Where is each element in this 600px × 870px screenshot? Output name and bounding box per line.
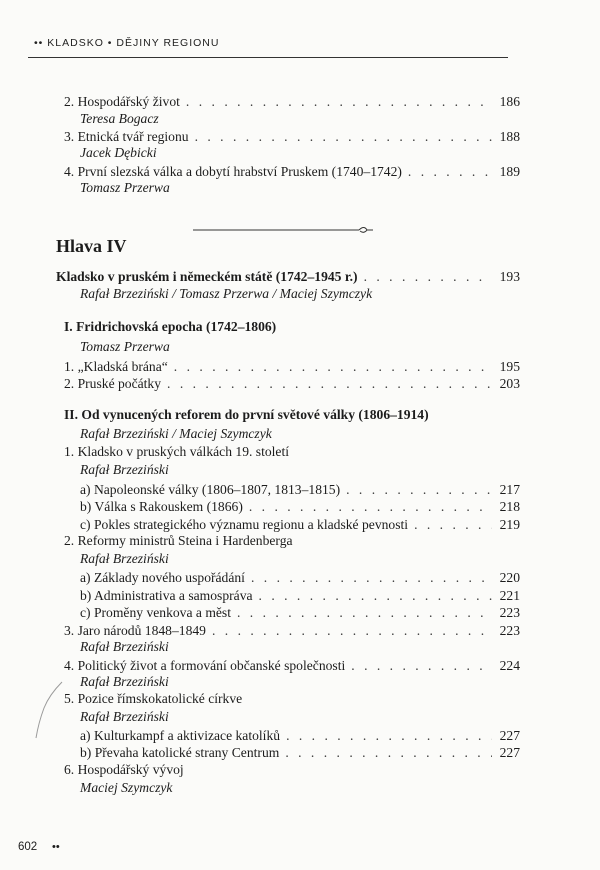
- toc-author: Rafał Brzeziński / Tomasz Przerwa / Maciej Szymczyk: [80, 286, 373, 301]
- toc-entry-label: 3. Etnická tvář regionu: [64, 129, 189, 144]
- toc-author: Rafał Brzeziński: [80, 639, 169, 654]
- toc-author: Tomasz Przerwa: [80, 180, 170, 195]
- toc-author: Jacek Dębicki: [80, 145, 157, 160]
- toc-entry-page: 223: [499, 623, 520, 638]
- toc-entry-label: b) Administrativa a samospráva: [80, 588, 253, 603]
- toc-author: Rafał Brzeziński: [80, 462, 169, 477]
- toc-author: Tomasz Przerwa: [80, 339, 170, 354]
- leader-dots: [251, 568, 492, 587]
- toc-entry: [0, 515, 600, 534]
- toc-entry-page: 220: [499, 570, 520, 585]
- toc-entry-label: b) Převaha katolické strany Centrum: [80, 745, 280, 760]
- pencil-mark: [28, 680, 68, 740]
- toc-entry-label: 1. „Kladská brána“: [64, 359, 168, 374]
- toc-author: Maciej Szymczyk: [80, 780, 173, 795]
- section-title: 1. Kladsko v pruských válkách 19. století: [64, 444, 290, 459]
- toc-entry-label: a) Základy nového uspořádání: [80, 570, 245, 585]
- toc-entry-page: 193: [499, 269, 520, 284]
- toc-author: Rafał Brzeziński: [80, 551, 169, 566]
- toc-entry-label: 2. Hospodářský život: [64, 94, 180, 109]
- toc-entry-page: 186: [499, 94, 520, 109]
- section-title: 6. Hospodářský vývoj: [64, 762, 184, 777]
- toc-entry: [0, 568, 600, 587]
- toc-entry: [0, 656, 600, 675]
- toc-entry-page: 217: [499, 482, 520, 497]
- toc-entry: [0, 162, 600, 181]
- page-number: 602: [18, 841, 38, 853]
- part-title: I. Fridrichovská epocha (1742–1806): [64, 319, 277, 334]
- toc-entry: [0, 374, 600, 393]
- toc-entry-page: 227: [499, 745, 520, 760]
- section-title: 5. Pozice římskokatolické církve: [64, 691, 243, 706]
- leader-dots: [414, 515, 492, 534]
- toc-author: Rafał Brzeziński / Maciej Szymczyk: [80, 426, 272, 441]
- leader-dots: [285, 743, 492, 762]
- toc-entry: [0, 621, 600, 640]
- toc-author: Rafał Brzeziński: [80, 674, 169, 689]
- leader-dots: [351, 656, 492, 675]
- leader-dots: [364, 267, 492, 286]
- toc-entry-label: a) Napoleonské války (1806–1807, 1813–1815): [80, 482, 341, 497]
- toc-entry-label: a) Kulturkampf a aktivizace katolíků: [80, 728, 281, 743]
- toc-entry: [0, 127, 600, 146]
- toc-entry-page: 189: [499, 164, 520, 179]
- leader-dots: [195, 127, 492, 146]
- toc-entry-label: c) Proměny venkova a měst: [80, 605, 231, 620]
- toc-author: Rafał Brzeziński: [80, 709, 169, 724]
- leader-dots: [237, 603, 492, 622]
- toc-entry-page: 221: [499, 588, 520, 603]
- leader-dots: [186, 92, 492, 111]
- toc-entry-label: b) Válka s Rakouskem (1866): [80, 499, 243, 514]
- part-title: II. Od vynucených reforem do první světové války (1806–1914): [64, 407, 429, 422]
- toc-entry-page: 224: [499, 658, 520, 673]
- toc-entry-label: Kladsko v pruském i německém státě (1742–1945 r.): [56, 269, 358, 284]
- toc-entry: [0, 603, 600, 622]
- ornament-divider: [193, 225, 373, 235]
- toc-entry: [0, 92, 600, 111]
- toc-entry-main: [0, 267, 600, 286]
- toc-entry-page: 219: [499, 517, 520, 532]
- toc-entry-page: 227: [499, 728, 520, 743]
- leader-dots: [212, 621, 492, 640]
- chapter-title: Hlava IV: [56, 236, 127, 256]
- leader-dots: [408, 162, 492, 181]
- section-title: 2. Reformy ministrů Steina i Hardenberga: [64, 533, 293, 548]
- running-head: •• KLADSKO • DĚJINY REGIONU: [34, 37, 220, 49]
- toc-entry: [0, 743, 600, 762]
- header-rule: [28, 57, 508, 58]
- toc-entry-label: 4. Politický život a formování občanské společnosti: [64, 658, 346, 673]
- leader-dots: [249, 497, 492, 516]
- toc-entry-page: 195: [499, 359, 520, 374]
- toc-entry-label: 4. První slezská válka a dobytí hrabství Pruskem (1740–1742): [64, 164, 402, 179]
- toc-entry-label: c) Pokles strategického významu regionu a kladské pevnosti: [80, 517, 409, 532]
- toc-entry-page: 218: [499, 499, 520, 514]
- toc-entry-page: 203: [499, 376, 520, 391]
- toc-entry: [0, 497, 600, 516]
- toc-author: Teresa Bogacz: [80, 111, 159, 126]
- toc-entry-page: 223: [499, 605, 520, 620]
- leader-dots: [167, 374, 492, 393]
- toc-entry-label: 3. Jaro národů 1848–1849: [64, 623, 206, 638]
- toc-entry-label: 2. Pruské počátky: [64, 376, 162, 391]
- toc-entry-page: 188: [499, 129, 520, 144]
- footer-dots: ••: [52, 841, 60, 853]
